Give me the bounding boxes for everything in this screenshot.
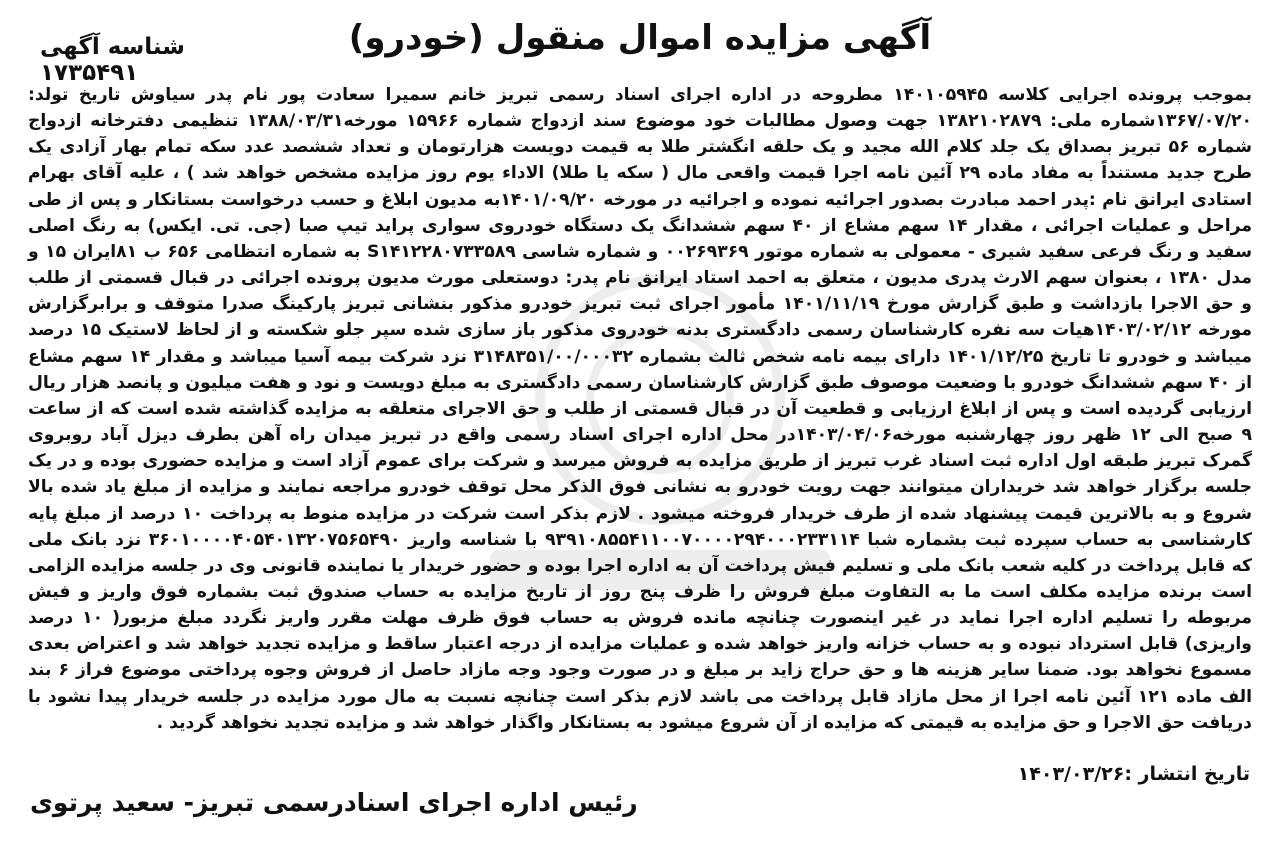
ad-id-label: شناسه آگهی ۱۷۳۵۴۹۱ [40,34,185,86]
notice-body [28,82,1252,736]
notice-paragraph: بموجب پرونده اجرایی کلاسه ۱۴۰۱۰۵۹۴۵ مطروحه در اداره اجرای اسناد رسمی تبریز خانم سمیرا سعادت پور نام پدر سیاوش تاریخ تولد: ۱۳۶۷/۰۷/۲۰شماره ملی: ۱۳۸۲۱۰۲۸۷۹ جهت وصول مطالبات خود موضوع سند ازدواج شماره ۱۵۹۶۶ مورخه۱۳۸۸/۰۳/۳۱ تنظیمی دفترخانه ازدواج شماره ۵۶ تبریز بصداق یک جلد کلام الله مجید و یک حلقه انگشتر طلا به قیمت دویست هزارتومان و تعداد ششصد عدد سکه تمام بهار آزادی یک طرح جدید مستنداً به مفاد ماده ۲۹ آئین نامه اجرا قیمت واقعی مال ( سکه یا طلا) الاداء یوم روز مزایده مشخص خواهد شد ) ، علیه آقای بهرام استادی ایرانق نام :پدر احمد مبادرت بصدور اجرائیه نموده و اجرائیه در مورخه ۱۴۰۱/۰۹/۲۰به مدیون ابلاغ و حسب درخواست بستانکار و پس از طی مراحل و عملیات اجرائی ، مقدار ۱۴ سهم مشاع از ۴۰ سهم ششدانگ یک دستگاه خودروی سواری پراید تیپ صبا (جی. تی. ایکس) به رنگ اصلی سفید و رنگ فرعی سفید شیری - معمولی به شماره موتور ۰۰۲۶۹۳۶۹ و شماره شاسی S۱۴۱۲۲۸۰۷۳۳۵۸۹ به شماره انتظامی ۶۵۶ ب ۸۱ایران ۱۵ و مدل ۱۳۸۰ ، بعنوان سهم الارث پدری مدیون ، متعلق به احمد استاد ایرانق نام پدر: دوستعلی مورث مدیون پرونده اجرائی در قبال قسمتی از طلب و حق الاجرا بازداشت و طبق گزارش مورخ ۱۴۰۱/۱۱/۱۹ مأمور اجرای ثبت تبریز خودرو مذکور بنشانی تبریز پارکینگ صدرا متوقف و برابرگزارش مورخه ۱۴۰۳/۰۲/۱۲هیات سه نفره کارشناسان رسمی دادگستری بدنه خودروی مذکور باز سازی شده سپر جلو شکسته و از لحاظ لاستیک ۱۵ درصد میباشد و خودرو تا تاریخ ۱۴۰۱/۱۲/۲۵ دارای بیمه نامه شخص ثالث بشماره ۳۱۴۸۳۵۱/۰۰/۰۰۰۳۲ نزد شرکت بیمه آسیا میباشد و مقدار ۱۴ سهم مشاع از ۴۰ سهم ششدانگ خودرو با وضعیت موصوف طبق گزارش کارشناسان رسمی دادگستری به مبلغ دویست و نود و هفت میلیون و پانصد هزار ریال ارزیابی گردیده است و پس از ابلاغ ارزیابی و قطعیت آن در قبال قسمتی از طلب و حق الاجرای متعلقه به مزایده گذاشته شده است که از ساعت ۹ صبح الی ۱۲ ظهر روز چهارشنبه مورخه۱۴۰۳/۰۴/۰۶در محل اداره اجرای اسناد رسمی واقع در تبریز میدان راه آهن بطرف دیزل آباد روبروی گمرک تبریز طبقه اول اداره ثبت اسناد غرب تبریز از طریق مزایده به فروش میرسد و شرکت برای عموم آزاد است و مزایده حضوری بوده و در یک جلسه برگزار خواهد شد خریداران میتوانند جهت رویت خودرو به نشانی فوق الذکر محل توقف خودرو مراجعه نمایند و مزایده از مبلغ یاد شده بالا شروع و به بالاترین قیمت پیشنهاد شده از طرف خریدار فروخته میشود . لازم بذکر است شرکت در مزایده منوط به پرداخت ۱۰ درصد از مبلغ پایه کارشناسی به حساب سپرده ثبت بشماره شبا ۹۳۹۱۰۸۵۵۴۱۱۰۰۷۰۰۰۰۲۹۴۰۰۰۲۳۳۱۱۴ با شناسه واریز ۳۶۰۱۰۰۰۰۴۰۵۴۰۱۳۲۰۷۵۶۵۴۹۰ نزد بانک ملی که قابل پرداخت در کلیه شعب بانک ملی و تسلیم فیش پرداخت آن به اداره اجرا بوده و حضور خریدار یا نماینده قانونی وی در جلسه مزایده الزامی است برنده مزایده مکلف است ما به التفاوت مبلغ فروش را ظرف پنج روز از تاریخ مزایده به حساب صندوق ثبت بشماره فوق واریز و فیش مربوطه را تسلیم اداره اجرا نماید در غیر اینصورت چنانچه مانده فروش به حساب فوق ظرف مهلت مقرر واریز نگردد مبلغ مزبور( ۱۰ درصد واریزی) قابل استرداد نبوده و به حساب خزانه واریز خواهد شده و عملیات مزایده از درجه اعتبار ساقط و مزایده تجدید خواهد شد و اعتراض بعدی مسموع نخواهد بود. ضمنا سایر هزینه ها و حق حراج زاید بر مبلغ و در صورت وجود وجه مازاد حاصل از فروش وجوه پرداختی موضوع فراز ۶ بند الف ماده ۱۲۱ آئین نامه اجرا از محل مازاد قابل پرداخت می باشد لازم بذکر است چنانچه نسبت به مال مورد مزایده در جلسه خریدار پیدا نشود با دریافت حق الاجرا و حق مزایده به قیمتی که مزایده از آن شروع میشود به بستانکار واگذار خواهد شد و مزایده تجدید نخواهد گردید . [28,85,1253,733]
header [0,18,1280,86]
page-title: آگهی مزایده اموال منقول (خودرو) [348,18,932,58]
publication-date: تاریخ انتشار :۱۴۰۳/۰۳/۲۶ [1017,763,1250,785]
signature-line: رئیس اداره اجرای اسنادرسمی تبریز- سعید پرتوی [30,788,638,817]
